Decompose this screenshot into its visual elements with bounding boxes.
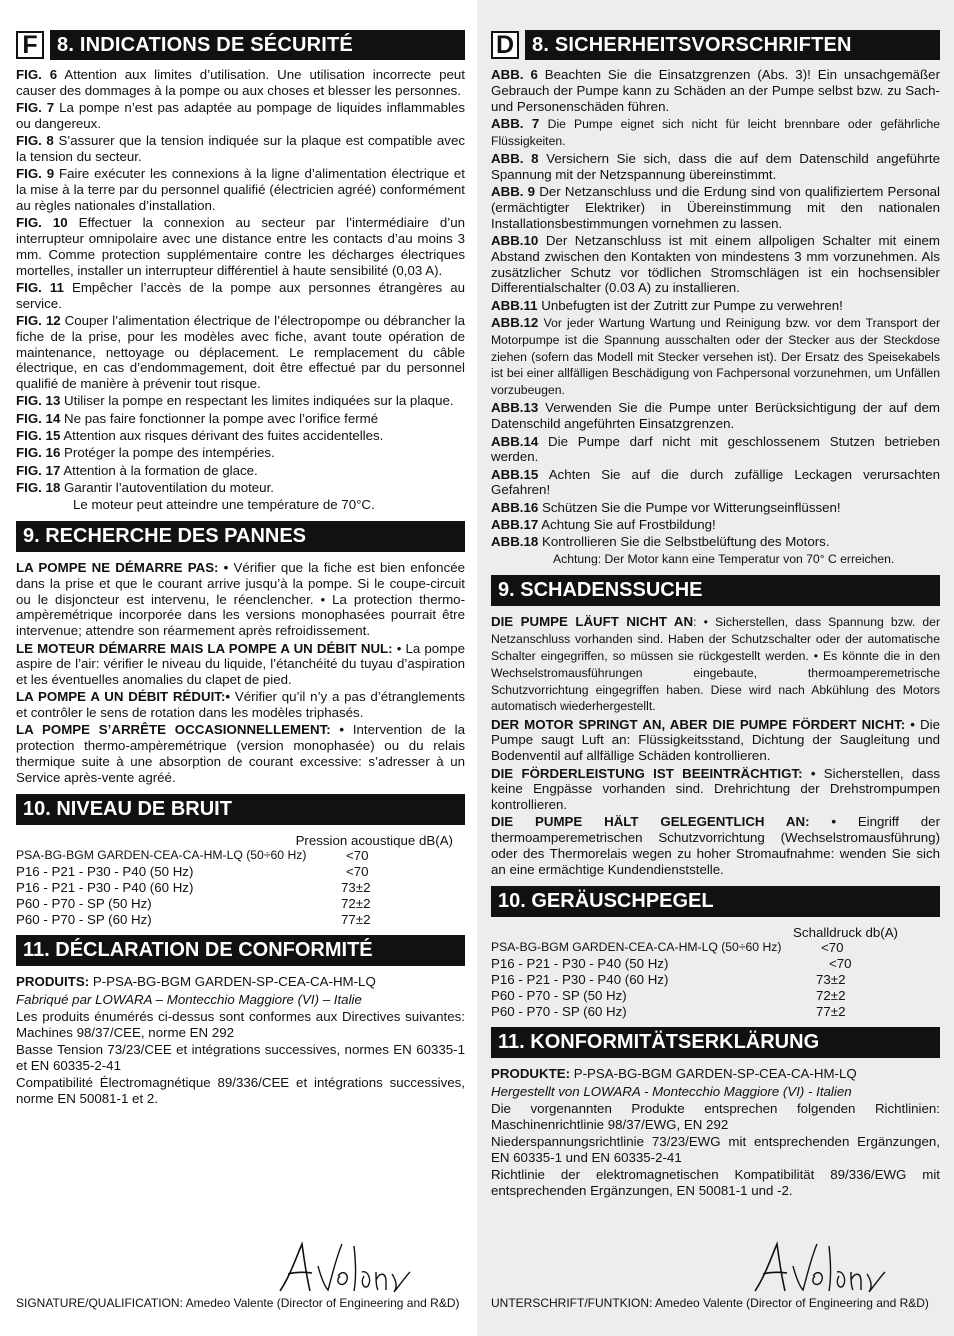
safety-item: FIG. 12 Couper l’alimentation électrique de l’électropompe ou débrancher la fiche de la prise, pour les modèles avec fiche, avant toute opération de maintenance, nettoyage ou déplacement. Le remplacement du câble électrique, en cas d’endommagement, doit être effectué par du personnel qualifié de manière à prévenir tout risque. — [16, 312, 465, 392]
noise-row: P60 - P70 - SP (60 Hz) 77±2 — [491, 1003, 846, 1019]
safety-item: ABB.15 Achten Sie auf die durch zufällige Leckagen verursachten Gefahren! — [491, 466, 940, 498]
noise-row: P16 - P21 - P30 - P40 (50 Hz) <70 — [16, 864, 369, 880]
conformity-products: PRODUKTE: P-PSA-BG-BGM GARDEN-SP-CEA-CA-HM-LQ — [491, 1066, 857, 1082]
safety-title-fr: 8. INDICATIONS DE SÉCURITÉ — [50, 30, 465, 60]
conformity-text: Niederspannungsrichtlinie 73/23/EWG mit entsprechenden Ergänzungen, EN 60335-1 und EN 60335-2-41 — [491, 1134, 940, 1165]
noise-table-fr — [16, 833, 465, 928]
safety-item: FIG. 17 Attention à la formation de glace. — [16, 462, 258, 478]
conformity-text: Compatibilité Électromagnétique 89/336/CEE et intégrations successives, norme EN 50081-1 et 2. — [16, 1075, 465, 1107]
conformity-text: Basse Tension 73/23/CEE et intégrations successives, normes EN 60335-1 et EN 60335-2-41 — [16, 1042, 465, 1073]
safety-item: FIG. 13 Utiliser la pompe en respectant les limites indiquées sur la plaque. — [16, 393, 454, 409]
trouble-item: LA POMPE S’ARRÊTE OCCASIONNELLEMENT: • Intervention de la protection thermo-ampèremétrique (version monophasée) ou du relais thermique suite à une absorption de courant excessive: s’adresser à un Service après-vente agréé. — [16, 722, 465, 785]
safety-item: ABB.16 Schützen Sie die Pumpe vor Witterungseinflüssen! — [491, 499, 841, 515]
trouble-item: DIE FÖRDERLEISTUNG IST BEEINTRÄCHTIGT: • Sicherstellen, dass keine Engpässe vorhanden sind. Drehrichtung der Drehstrompumpen kontrollieren. — [491, 765, 941, 813]
troubleshooting-list-fr — [16, 560, 465, 786]
trouble-item: LE MOTEUR DÉMARRE MAIS LA POMPE A UN DÉBIT NUL: • La pompe aspire de l’air: vérifier le niveau du liquide, l’étanchéité du tuyau d’aspiration et les éventuelles anomalies du clapet de pied. — [16, 640, 465, 688]
conformity-products: PRODUITS: P-PSA-BG-BGM GARDEN-SP-CEA-CA-HM-LQ — [16, 974, 376, 990]
conformity-title-fr: 11. DÉCLARATION DE CONFORMITÉ — [16, 935, 465, 966]
noise-table-de — [491, 925, 940, 1020]
noise-row: PSA-BG-BGM GARDEN-CEA-CA-HM-LQ (50÷60 Hz) <70 — [491, 940, 844, 956]
trouble-item: DER MOTOR SPRINGT AN, ABER DIE PUMPE FÖRDERT NICHT: • Die Pumpe saugt Luft an: Flüssigkeitsstand, Dichtung der Saugleitung und Bodenventil auf allfällige Schäden kontrollieren. — [491, 716, 940, 764]
noise-row: P16 - P21 - P30 - P40 (60 Hz) 73±2 — [16, 880, 371, 896]
trouble-item: LA POMPE NE DÉMARRE PAS: • Vérifier que la fiche est bien enfoncée dans la prise et que le courant arrive jusqu’à la pompe. Si le coupe-circuit ou le disjoncteur est intervenu, le réenclencher. • La protection thermo-ampèremétrique incorporée dans les versions monophasées pourrait être intervenue; attendre son réarmement après refroidissement. — [16, 560, 466, 639]
noise-header-fr: Pression acoustique dB(A) — [295, 832, 453, 848]
safety-header-de — [491, 30, 940, 60]
signature-block-fr — [0, 1236, 477, 1310]
noise-title-fr: 10. NIVEAU DE BRUIT — [16, 794, 465, 825]
conformity-body-fr — [16, 974, 465, 1106]
safety-item: FIG. 18 Garantir l’autoventilation du moteur. — [16, 479, 274, 495]
troubleshooting-title-de: 9. SCHADENSSUCHE — [491, 575, 940, 606]
safety-item: ABB. 7 Die Pumpe eignet sich nicht für leicht brennbare oder gefährliche Flüssigkeiten. — [491, 115, 940, 148]
german-column — [477, 0, 954, 1336]
safety-item: ABB.17 Achtung Sie auf Frostbildung! — [491, 517, 716, 533]
language-badge-fr: F — [16, 31, 44, 59]
noise-header-de: Schalldruck db(A) — [793, 924, 898, 940]
safety-note-fr: Le moteur peut atteindre une température de 70°C. — [73, 497, 375, 513]
troubleshooting-list-de — [491, 614, 940, 877]
noise-row: P60 - P70 - SP (50 Hz) 72±2 — [491, 987, 846, 1003]
safety-note-de: Achtung: Der Motor kann eine Temperatur von 70° C erreichen. — [553, 551, 895, 566]
safety-list-fr — [16, 67, 465, 513]
safety-item: ABB. 8 Versichern Sie sich, dass die auf dem Datenschild angeführte Spannung mit der Netzspannung übereinstimmt. — [491, 150, 940, 182]
safety-item: ABB.13 Verwenden Sie die Pumpe unter Berücksichtigung der auf dem Datenschild angeführten Einsatzgrenzen. — [491, 400, 940, 432]
noise-row: P16 - P21 - P30 - P40 (50 Hz) <70 — [491, 956, 852, 972]
safety-item: ABB.10 Der Netzanschluss ist mit einem allpoligen Schalter mit einem Abstand zwischen den Kontakten von mindestens 3 mm vorzunehmen. Als zusätzlicher Schutz vor tödlichen Stromschlägen ist ein hochsensibler Differentialschalter (0.03 A) zu installieren. — [491, 232, 941, 296]
safety-item: ABB.18 Kontrollieren Sie die Selbstbelüftung des Motors. — [491, 534, 830, 550]
conformity-maker: Hergestellt von LOWARA - Montecchio Maggiore (VI) - Italien — [491, 1083, 852, 1099]
noise-row: PSA-BG-BGM GARDEN-CEA-CA-HM-LQ (50÷60 Hz) <70 — [16, 848, 369, 864]
safety-item: FIG. 16 Protéger la pompe des intempéries. — [16, 445, 275, 461]
trouble-item: LA POMPE A UN DÉBIT RÉDUIT:• Vérifier qu’il n’y a pas d’étranglements et contrôler le sens de rotation dans les modèles triphasés. — [16, 689, 465, 721]
language-badge-de: D — [491, 31, 519, 59]
signature-line-fr: SIGNATURE/QUALIFICATION: Amedeo Valente (Director of Engineering and R&D) — [16, 1296, 460, 1310]
noise-row: P16 - P21 - P30 - P40 (60 Hz) 73±2 — [491, 972, 846, 988]
conformity-maker: Fabriqué par LOWARA – Montecchio Maggiore (VI) – Italie — [16, 991, 362, 1007]
safety-item: FIG. 11 Empêcher l’accès de la pompe aux personnes étrangères au service. — [16, 279, 465, 311]
noise-title-de: 10. GERÄUSCHPEGEL — [491, 886, 940, 917]
troubleshooting-title-fr: 9. RECHERCHE DES PANNES — [16, 521, 465, 552]
safety-header-fr — [16, 30, 465, 60]
safety-item: ABB.14 Die Pumpe darf nicht mit geschlossenem Stutzen betrieben werden. — [491, 433, 940, 465]
safety-item: ABB.12 Vor jeder Wartung Wartung und Reinigung bzw. vor dem Transport der Motorpumpe ist die Spannung ausschalten oder der Stecker aus der Steckdose ziehen (sofern das Modell mit Stecker versehen ist). Der Ersatz des Speisekabels ist bei einer allfälligen Beschädigung von Fachpersonal vorzunehmen, um Unfällen vorzubeugen. — [491, 314, 940, 398]
safety-item: FIG. 10 Effectuer la connexion au secteur par l’intermédiaire d’un interrupteur omnipolaire avec une distance entre les contacts d’au moins 3 mm. Comme protection supplémentaire contre les décharges électriques mortelles, installer un interrupteur différentiel à haute sensibilité (0,03 A). — [16, 215, 466, 278]
conformity-text: Die vorgenannten Produkte entsprechen folgenden Richtlinien: Maschinenrichtlinie 98/37/EWG, EN 292 — [491, 1101, 940, 1132]
safety-item: FIG. 14 Ne pas faire fonctionner la pompe avec l’orifice fermé — [16, 410, 379, 426]
safety-item: FIG. 8 S’assurer que la tension indiquée sur la plaque est compatible avec la tension du secteur. — [16, 133, 465, 164]
conformity-text: Richtlinie der elektromagnetischen Kompatibilität 89/336/EWG mit entsprechenden Ergänzungen, EN 50081-1 und -2. — [491, 1167, 940, 1199]
safety-item: FIG. 7 La pompe n’est pas adaptée au pompage de liquides inflammables ou dangereux. — [16, 100, 465, 131]
noise-row: P60 - P70 - SP (50 Hz) 72±2 — [16, 895, 371, 911]
safety-item: ABB.11 Unbefugten ist der Zutritt zur Pumpe zu verwehren! — [491, 297, 843, 313]
conformity-body-de — [491, 1066, 940, 1198]
safety-item: FIG. 6 Attention aux limites d’utilisation. Une utilisation incorrecte peut causer des dommages à la pompe ou aux choses et blesser les personnes. — [16, 67, 465, 98]
safety-title-de: 8. SICHERHEITSVORSCHRIFTEN — [525, 30, 940, 60]
safety-list-de — [491, 67, 940, 567]
trouble-item: DIE PUMPE LÄUFT NICHT AN: • Sicherstellen, dass Spannung bzw. der Netzanschluss vorhanden sind. Haben der Schutzschalter oder der automatische Schalter eingegriffen, so müssen sie rückgestellt werden. • Es könnte die in den Wechselstromausführungen eingebaute, thermoamperemetrische Schutzvorrichtung eingegriffen haben. Diese wird nach Abkühlung des Motors automatisch wiederhergestellt. — [491, 614, 941, 714]
signature-line-de: UNTERSCHRIFT/FUNTKION: Amedeo Valente (Director of Engineering and R&D) — [491, 1296, 929, 1310]
safety-item: FIG. 15 Attention aux risques dérivant des fuites accidentelles. — [16, 428, 384, 444]
signature-graphic — [747, 1236, 887, 1296]
conformity-title-de: 11. KONFORMITÄTSERKLÄRUNG — [491, 1027, 940, 1058]
signature-block-de — [477, 1236, 954, 1310]
safety-item: ABB. 6 Beachten Sie die Einsatzgrenzen (Abs. 3)! Ein unsachgemäßer Gebrauch der Pumpe kann zu Schäden an der Pumpe selbst bzw. zu Sach- und Personenschäden führen. — [491, 67, 940, 114]
conformity-text: Les produits énumérés ci-dessus sont conformes aux Directives suivantes: Machines 98/37/CEE, norme EN 292 — [16, 1009, 465, 1040]
noise-row: P60 - P70 - SP (60 Hz) 77±2 — [16, 911, 371, 927]
signature-graphic — [272, 1236, 412, 1296]
safety-item: FIG. 9 Faire exécuter les connexions à la ligne d’alimentation électrique et la mise à la terre par du personnel qualifié (électricien agréé) conformément au règles nationales d’installation. — [16, 166, 465, 213]
safety-item: ABB. 9 Der Netzanschluss und die Erdung sind von qualifiziertem Personal (ermächtigter Elektriker) in Übereinstimmung mit den nationalen Installationsbestimmungen vornehmen zu lassen. — [491, 184, 941, 231]
trouble-item: DIE PUMPE HÄLT GELEGENTLICH AN: • Eingriff der thermoamperemetrischen Schutzvorrichtung (Wechselstromausführung) oder des Thermorelais wegen zu hoher Stromaufnahme: wenden Sie sich an eine ermächtige Kundendienststelle. — [491, 814, 940, 877]
